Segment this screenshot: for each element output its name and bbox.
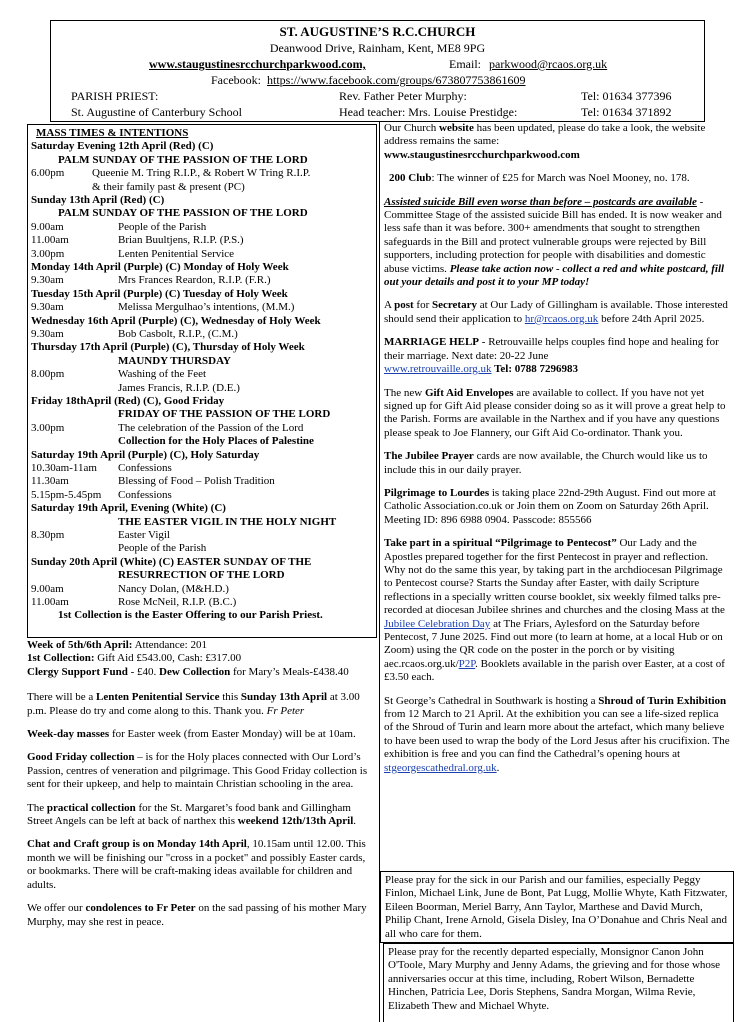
marriage-help-notice: MARRIAGE HELP - Retrouvaille helps couples find hope and healing for their marriage. Next date: 20-22 June www.retrouvaille.org.uk Tel: 0788 7296983 bbox=[384, 336, 719, 376]
good-friday-notice: Good Friday collection – is for the Holy places connected with Our Lord’s Passion, centres of veneration and pilgrimage. This Good Friday collection is sent for their upkeep, and help to maintain Christian schooling in the area. bbox=[27, 751, 368, 791]
mass-day: Tuesday 15th April (Purple) (C) Tuesday of Holy Week bbox=[31, 287, 288, 300]
mass-times-box bbox=[27, 124, 377, 638]
mass-day: Saturday 19th April (Purple) (C), Holy Saturday bbox=[31, 448, 260, 461]
mass-intention: Confessions bbox=[118, 462, 172, 474]
condolences-notice: We offer our condolences to Fr Peter on the sad passing of his mother Mary Murphy, may she rest in peace. bbox=[27, 902, 367, 928]
website-notice: Our Church website has been updated, please do take a look, the website address remains the same: www.staugustinesrcchurchparkwood.com bbox=[384, 122, 706, 161]
school-name: St. Augustine of Canterbury School bbox=[71, 105, 242, 119]
mass-intention: James Francis, R.I.P. (D.E.) bbox=[118, 381, 240, 394]
week-attendance: Week of 5th/6th April: Attendance: 201 bbox=[27, 639, 207, 651]
mass-time: 6.00pm bbox=[31, 167, 65, 180]
sick-prayer-box bbox=[380, 871, 734, 943]
mass-time: 10.30am-11am bbox=[31, 462, 97, 474]
mass-time: 3.00pm bbox=[31, 247, 65, 260]
clergy-dew-collection: Clergy Support Fund - £40. Dew Collection for Mary’s Meals-£438.40 bbox=[27, 665, 349, 678]
mass-feast: PALM SUNDAY OF THE PASSION OF THE LORD bbox=[58, 207, 308, 220]
mass-intention: & their family past & present (PC) bbox=[92, 180, 245, 193]
mass-time: 9.30am bbox=[31, 328, 64, 340]
mass-intention: Easter Vigil bbox=[118, 529, 170, 541]
sick-prayer-text: Please pray for the sick in our Parish and our families, especially Peggy Finlon, Michael Link, June de Bont, Pat Lugg, Mollie Whyte, Kath Fitzwater, Eileen Boorman, Meriel Barry, Ann Taylor, Marthese and David Murch, Philip Chant, Irene Arnold, Gisela Disley, Ina O’Donahue and Chris Neal and all who care for them. bbox=[385, 874, 728, 940]
mass-time: 8.00pm bbox=[31, 368, 65, 381]
mass-intention: Confessions bbox=[118, 488, 172, 501]
mass-intention: People of the Parish bbox=[118, 542, 207, 555]
mass-day: Sunday 20th April (White) (C) EASTER SUNDAY OF THE bbox=[31, 555, 312, 568]
priest-name: Rev. Father Peter Murphy: bbox=[339, 89, 467, 103]
email-label: Email: bbox=[449, 57, 481, 71]
left-notices bbox=[27, 639, 377, 939]
parish-header bbox=[50, 20, 705, 122]
first-collection: 1st Collection: Gift Aid £543.00, Cash: £317.00 bbox=[27, 652, 242, 665]
mass-time: 9.30am bbox=[31, 301, 64, 314]
facebook-label: Facebook: bbox=[211, 73, 261, 87]
mass-time: 11.00am bbox=[31, 234, 69, 247]
mass-intention: Rose McNeil, R.I.P. (B.C.) bbox=[118, 596, 237, 608]
mass-time: 5.15pm-5.45pm bbox=[31, 488, 102, 501]
mass-intention: Washing of the Feet bbox=[118, 368, 207, 381]
mass-feast: FRIDAY OF THE PASSION OF THE LORD bbox=[118, 408, 331, 421]
mass-feast: Collection for the Holy Places of Palestine bbox=[118, 435, 314, 448]
mass-intention: Lenten Penitential Service bbox=[118, 247, 235, 260]
jubilee-prayer-notice: The Jubilee Prayer cards are now available, the Church would like us to include this in our daily prayer. bbox=[384, 450, 708, 476]
mass-time: 11.30am bbox=[31, 475, 69, 488]
mass-day: Thursday 17th April (Purple) (C), Thursday of Holy Week bbox=[31, 341, 305, 354]
head-teacher: Head teacher: Mrs. Louise Prestidge: bbox=[339, 105, 518, 119]
secretary-post-notice: A post for Secretary at Our Lady of Gillingham is available. Those interested should send their application to hr@rcaos.org.uk before 24th April 2025. bbox=[384, 299, 728, 325]
school-tel: Tel: 01634 371892 bbox=[581, 105, 672, 119]
mass-feast: RESURRECTION OF THE LORD bbox=[118, 569, 285, 582]
mass-heading: MASS TIMES & INTENTIONS bbox=[36, 127, 189, 139]
right-notices bbox=[384, 122, 730, 785]
email-link[interactable]: parkwood@rcaos.org.uk bbox=[489, 57, 608, 71]
departed-prayer-text: Please pray for the recently departed especially, Monsignor Canon John O'Toole, Mary Murphy and Jenny Adams, the grieving and for those whose anniversaries occur at this time, including, Robert Wilson, Bernadette Hinchen, Patricia Lee, Doris Stephens, Sandra Morgan, Wilma Revie, Elizabeth Thew and Michael Whyte. bbox=[388, 946, 721, 1012]
mass-intention: People of the Parish bbox=[118, 220, 207, 233]
mass-day: Wednesday 16th April (Purple) (C), Wednesday of Holy Week bbox=[31, 314, 321, 327]
mass-feast: PALM SUNDAY OF THE PASSION OF THE LORD bbox=[58, 153, 308, 166]
mass-feast: MAUNDY THURSDAY bbox=[118, 354, 231, 367]
church-address: Deanwood Drive, Rainham, Kent, ME8 9PG bbox=[269, 41, 486, 55]
weekday-masses-notice: Week-day masses for Easter week (from Easter Monday) will be at 10am. bbox=[27, 728, 356, 741]
mass-time: 11.00am bbox=[31, 596, 69, 608]
200-club-notice: 200 Club: The winner of £25 for March was Noel Mooney, no. 178. bbox=[389, 172, 690, 185]
mass-feast: THE EASTER VIGIL IN THE HOLY NIGHT bbox=[118, 515, 337, 528]
jubilee-day-link[interactable]: Jubilee Celebration Day bbox=[384, 617, 491, 630]
hr-email-link[interactable]: hr@rcaos.org.uk bbox=[524, 312, 599, 325]
mass-intention: Queenie M. Tring R.I.P., & Robert W Tring R.I.P. bbox=[92, 167, 311, 180]
priest-label: PARISH PRIEST: bbox=[71, 89, 159, 103]
mass-time: 9.00am bbox=[31, 582, 64, 595]
mass-time: 3.00pm bbox=[31, 421, 65, 434]
departed-prayer-box bbox=[383, 943, 734, 1022]
mass-intention: Melissa Mergulhao’s intentions, (M.M.) bbox=[118, 301, 295, 314]
mass-intention: Mrs Frances Reardon, R.I.P. (F.R.) bbox=[118, 274, 271, 287]
mass-footer: 1st Collection is the Easter Offering to our Parish Priest. bbox=[58, 609, 323, 622]
gift-aid-notice: The new Gift Aid Envelopes are available to collect. If you have not yet signed up for Gift Aid please consider doing so as it will prove a great help to the Parish. Forms are available in the Narthex and if you have any questions please speak to Joe Flannery, our Gift Aid Co-ordinator. Thank you. bbox=[384, 386, 726, 439]
assisted-suicide-notice: Assisted suicide Bill even worse than before – postcards are available - Committee Stage of the assisted suicide Bill has ended. It is now weaker and less safe than it was before. 300+ amendments that sought to strengthen safeguards in the Bill and protect vulnerable groups were rejected by Bill supporters, including protection for people with disabilities and domestic abuse victims. Please take action now - collect a red and white postcard, fill out your details and post it to your MP today! bbox=[384, 195, 725, 289]
p2p-link[interactable]: P2P bbox=[458, 657, 476, 670]
mass-intention: The celebration of the Passion of the Lord bbox=[118, 421, 304, 434]
pentecost-notice: Take part in a spiritual “Pilgrimage to Pentecost” Our Lady and the Apostles prepared together for the first Pentecost in prayer and reflection. Why not do the same this year, by taking part in the archdiocesan Pilgrimage to Pentecost course? Starts the Sunday after Easter, with daily Scripture reflections in a specially written course booklet, six weekly filmed talks pre-recorded at diocesan Jubilee shrines and churches and the closing Mass at the Jubilee Celebration Day at The Friars, Aylesford on the Saturday before Pentecost, 7 June 2025. Find out more (to learn at home, at a local Hub or on Zoom) using the QR code on the poster in the porch or by visiting aec.rcaos.org.uk/P2P. Booklets available in the parish over Easter, at a cost of £3.50 each. bbox=[384, 537, 725, 684]
mass-day: Saturday Evening 12th April (Red) (C) bbox=[31, 140, 214, 153]
mass-time: 8.30pm bbox=[31, 529, 65, 541]
cathedral-link[interactable]: stgeorgescathedral.org.uk bbox=[384, 761, 497, 774]
mass-day: Saturday 19th April, Evening (White) (C) bbox=[31, 502, 226, 515]
mass-intention: Brian Buultjens, R.I.P. (P.S.) bbox=[118, 234, 244, 247]
mass-time: 9.00am bbox=[31, 220, 64, 233]
mass-intention: Blessing of Food – Polish Tradition bbox=[118, 475, 275, 488]
mass-day: Friday 18thApril (Red) (C), Good Friday bbox=[31, 395, 225, 407]
lourdes-notice: Pilgrimage to Lourdes is taking place 22nd-29th August. Find out more at Catholic Association.co.uk or Join them on Zoom on Saturday 26th April. Meeting ID: 896 6988 0904. Passcode: 855566 bbox=[384, 486, 716, 526]
chat-craft-notice: Chat and Craft group is on Monday 14th April, 10.15am until 12.00. This month we will be finishing our "cross in a pocket" and possibly Easter cards, or bookmarks. There will be craft-making ideas available for children and adults. bbox=[27, 838, 366, 891]
retrouvaille-link[interactable]: www.retrouvaille.org.uk bbox=[384, 363, 492, 376]
practical-collection-notice: The practical collection for the St. Margaret’s food bank and Gillingham Street Angels can be left at back of narthex this weekend 12th/13th April. bbox=[27, 801, 357, 828]
lenten-service-notice: There will be a Lenten Penitential Service this Sunday 13th April at 3.00 p.m. Please do try and come along to this. Thank you. Fr Peter bbox=[27, 691, 360, 717]
mass-day: Sunday 13th April (Red) (C) bbox=[31, 194, 165, 206]
mass-intention: Bob Casbolt, R.I.P., (C.M.) bbox=[118, 328, 238, 340]
church-name: ST. AUGUSTINE’S R.C.CHURCH bbox=[279, 24, 476, 39]
website-link[interactable]: www.staugustinesrcchurchparkwood.com, bbox=[149, 57, 366, 71]
facebook-link[interactable]: https://www.facebook.com/groups/673807753861609 bbox=[267, 73, 526, 87]
mass-time: 9.30am bbox=[31, 274, 64, 287]
mass-day: Monday 14th April (Purple) (C) Monday of Holy Week bbox=[31, 261, 289, 273]
mass-intention: Nancy Dolan, (M&H.D.) bbox=[118, 582, 229, 595]
shroud-notice: St George’s Cathedral in Southwark is hosting a Shroud of Turin Exhibition from 12 March to 21 April. At the exhibition you can see a life-sized replica of the Shroud of Turin and learn more about the artefact, which many believe to have been used to wrap the body of the Lord Jesus after his crucifixion. The exhibition is free and you can find the Cathedral’s opening hours at stgeorgescathedral.org.uk. bbox=[384, 694, 730, 774]
priest-tel: Tel: 01634 377396 bbox=[581, 89, 672, 103]
